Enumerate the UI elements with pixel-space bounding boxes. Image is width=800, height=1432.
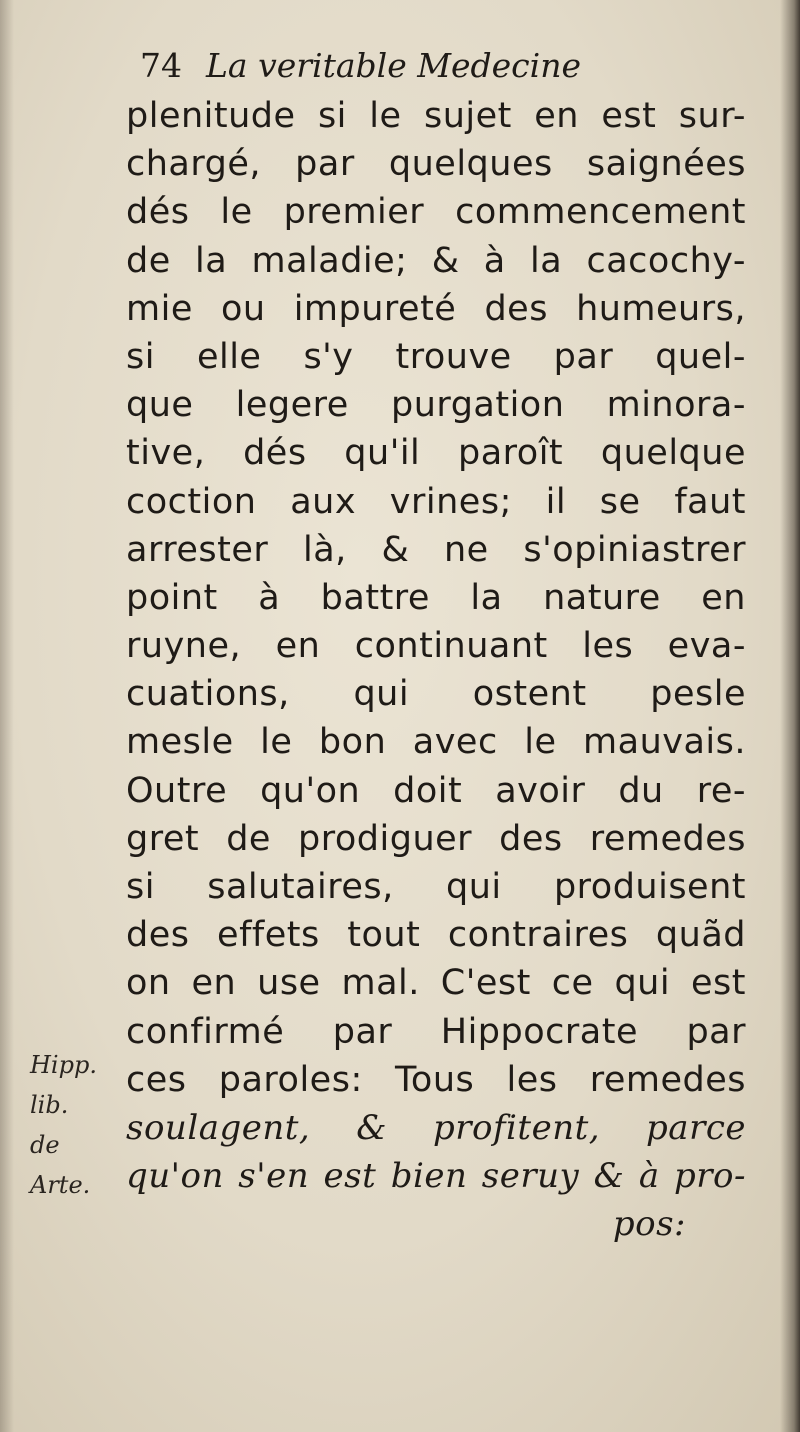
left-edge-shadow	[0, 0, 14, 1432]
text-line: point à battre la nature en	[126, 577, 746, 618]
text-line: arrester là, & ne s'opiniastrer	[126, 529, 746, 570]
page-number: 74	[140, 46, 182, 85]
text-line-italic: soulagent, & profitent, parce	[126, 1107, 746, 1148]
text-line: ruyne, en continuant les eva-	[126, 626, 746, 667]
margin-note	[30, 1045, 120, 1205]
catchword: pos:	[612, 1204, 686, 1245]
text-line: mesle le bon avec le mauvais.	[126, 722, 746, 763]
gutter-shadow	[780, 0, 800, 1432]
body-text	[126, 92, 746, 1249]
text-line: ces paroles: Tous les remedes	[126, 1059, 746, 1100]
text-line-italic: qu'on s'en est bien seruy & à pro-	[126, 1156, 746, 1197]
text-line: plenitude si le sujet en est sur-	[126, 96, 746, 136]
text-line: cuations, qui ostent pesle	[126, 674, 746, 715]
text-line: des effets tout contraires quãd	[126, 915, 746, 956]
text-line: confirmé par Hippocrate par	[126, 1011, 746, 1052]
running-head	[140, 44, 740, 88]
text-line: si salutaires, qui produisent	[126, 867, 746, 907]
text-line: Outre qu'on doit avoir du re-	[126, 770, 746, 811]
text-line: coction aux vrines; il se faut	[126, 481, 746, 522]
margin-note-line: de	[30, 1131, 60, 1159]
margin-note-line: Hipp.	[30, 1051, 97, 1079]
text-line: mie ou impureté des humeurs,	[126, 288, 746, 329]
text-line: on en use mal. C'est ce qui est	[126, 963, 746, 1004]
text-line: si elle s'y trouve par quel-	[126, 336, 746, 377]
margin-note-line: Arte.	[30, 1171, 91, 1199]
text-line: que legere purgation minora-	[126, 385, 746, 426]
text-line: gret de prodiguer des remedes	[126, 818, 746, 859]
running-title: La veritable Medecine	[206, 46, 582, 85]
text-line: de la maladie; & à la cacochy-	[126, 240, 746, 281]
margin-note-line: lib.	[30, 1091, 69, 1119]
text-line: tive, dés qu'il paroît quelque	[126, 433, 746, 474]
text-line: chargé, par quelques saignées	[126, 144, 746, 185]
text-line: dés le premier commencement	[126, 192, 746, 233]
